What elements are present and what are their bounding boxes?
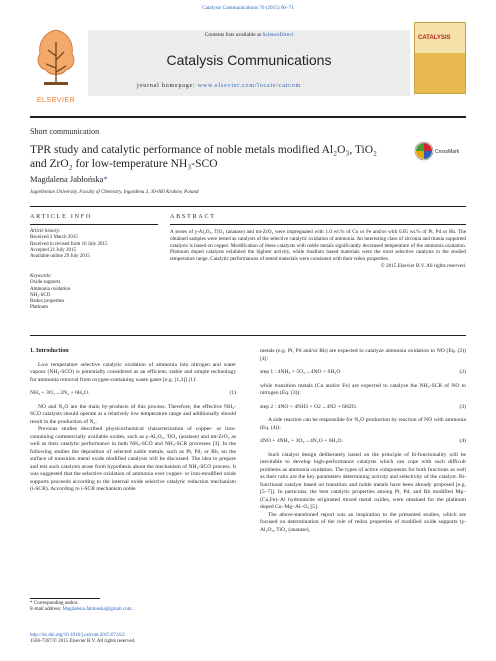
abstract-rule	[170, 224, 466, 225]
equation-text: step 2 : 4NO + 4NH3 + O2→4N2 + 6H2O.	[260, 403, 358, 410]
keywords-label: Keywords:	[30, 274, 52, 279]
equation-4	[260, 438, 466, 446]
header-rule	[30, 116, 466, 118]
article-history	[30, 229, 158, 260]
keyword: Redox properties	[30, 299, 65, 305]
history-item: Accepted 21 July 2015	[30, 247, 76, 253]
right-column	[260, 348, 466, 534]
paragraph: metals (e.g. Pt, Pd and/or Rh) are expected to catalyze ammonia oxidation to NO (Eq. (2)) [4]:	[260, 348, 466, 362]
masthead	[30, 22, 466, 106]
journal-cover[interactable]	[414, 22, 466, 94]
equation-2	[260, 369, 466, 377]
keyword: NH₃-SCO	[30, 292, 51, 298]
history-item: Received in revised form 16 July 2015	[30, 241, 108, 247]
email-link[interactable]: Magdalena.Jablonska@gmail.com	[62, 607, 132, 613]
footnote	[30, 601, 236, 614]
paragraph: NO and N₂O are the main by-products of this process. Therefore, the effective NH₃-SCO catalysts should operate at a relatively low temperature range and additionally should result in the production of N₂.	[30, 403, 236, 425]
affiliation: Jagiellonian University, Faculty of Chemistry, Ingardena 3, 30-060 Kraków, Poland	[30, 190, 199, 195]
email-end: .	[131, 607, 133, 613]
equation-1	[30, 390, 236, 398]
paragraph: while transition metals (Cu and/or Fe) are expected to catalyze the NH₃-SCR of NO to nitrogen (Eq. (3)):	[260, 382, 466, 396]
corresponding-author-mark[interactable]: *	[103, 174, 108, 184]
info-top-rule	[30, 206, 466, 207]
contents-prefix: Contents lists available at	[204, 32, 263, 38]
equation-number: (3)	[459, 403, 466, 410]
footnote-rule	[30, 598, 100, 599]
keyword: Oxide supports	[30, 280, 61, 286]
history-label: Article history:	[30, 229, 61, 234]
paragraph: Previous studies described physicochemical characterization of copper- or iron-containing commercially available oxides, such as γ-Al₂O₃, TiO₂ (anatase) and mt-ZrO₂ as well as their catalytic performance in both NH₃-SCO and NH₃-SCR processes [3]. In the following studies the deposition of selected noble metals, such as Pt, Pd, or Rh, on the surface of transition metal oxide modified catalysts will be discussed. The idea to prepare and test such catalysts arose from hypothesis about the mechanism of NH₃-SCO process. It was suggested that the selective oxidation of ammonia over copper- or iron-modified oxide supports proceeds according to the internal oxide selective catalytic reduction mechanism (i-SCR). According to i-SCR mechanism noble	[30, 426, 236, 492]
keywords	[30, 274, 158, 312]
history-item: Received 2 March 2015	[30, 235, 78, 241]
sciencedirect-link[interactable]: ScienceDirect	[262, 32, 294, 38]
crossmark-icon	[414, 139, 462, 165]
doi-link[interactable]: http://dx.doi.org/10.1016/j.catcom.2015.07.012	[30, 633, 125, 638]
paragraph: Low temperature selective catalytic oxidation of ammonia into nitrogen and water vapour (NH₃-SCO) is potentially considered as an efficient, stable and simple technology for ammonia removal from oxygen-containing waste gases [e.g. [1,2]] (1):	[30, 361, 236, 383]
equation-text: NH₃ + 3O₂→2N₂ + 6H₂O.	[30, 390, 90, 396]
history-item: Available online 29 July 2015	[30, 254, 90, 260]
journal-reference[interactable]: Catalysis Communications 70 (2015) 66–71	[202, 5, 294, 11]
article-info-rule	[30, 224, 158, 225]
abstract-copyright: © 2015 Elsevier B.V. All rights reserved.	[380, 262, 466, 269]
email-line	[30, 607, 236, 613]
publisher-name: ELSEVIER	[36, 97, 76, 104]
section-heading: 1. Introduction	[30, 348, 69, 354]
paragraph: The above-mentioned report was an inspiration to the presented studies, which are focused on determination of the role of redox properties of modified oxide supports (γ-Al₂O₃, TiO₂ (anatase),	[260, 511, 466, 533]
equation-number: (2)	[459, 369, 466, 375]
keyword: Platinum	[30, 305, 49, 311]
paragraph: A side reaction can be responsible for N₂O production by reaction of NO with ammonia (Eq. (4)):	[260, 417, 466, 431]
author-name[interactable]: Magdalena Jabłońska	[30, 174, 104, 184]
doi-block	[30, 633, 135, 646]
corresponding-author-note: * Corresponding author.	[30, 601, 79, 606]
email-label: E-mail address:	[30, 607, 63, 613]
elsevier-tree-icon	[30, 22, 82, 92]
homepage-prefix: journal homepage:	[137, 83, 198, 89]
abstract-heading: ABSTRACT	[170, 214, 216, 220]
body-top-rule	[30, 335, 466, 336]
cover-title: CATALYSIS	[418, 35, 451, 41]
paragraph: Such catalyst design deliberately based on the principle of bi-functionality will be inevitable to develop high-performance catalysts which can cope with such difficult problems as ammonia oxidation. The types of active components for both functions as well as their ratio are the key parameters determining activity and selectivity of the catalyst. Bi-functional catalyst based on transition and noble metals have been already proposed [e.g. [5–7]]. In particular, the best catalytic properties among Pt, Pd, and Rh modified Mg–(Cu,Fe)–Al hydrotalcite originated mixed metal oxides, were obtained for the platinum doped Cu–Mg–Al–Oₓ [5].	[260, 451, 466, 510]
elsevier-logo[interactable]	[30, 22, 82, 106]
equation-3	[260, 404, 466, 412]
journal-title: Catalysis Communications	[166, 52, 332, 68]
crossmark-label: CrossMark	[435, 149, 460, 155]
abstract-body	[170, 229, 466, 270]
homepage-line	[58, 83, 380, 89]
left-column	[30, 348, 236, 494]
author-line	[30, 174, 108, 184]
keyword: Ammonia oxidation	[30, 286, 71, 292]
issn-line: 1566-7367/© 2015 Elsevier B.V. All rights reserved.	[30, 639, 136, 645]
article-title: TPR study and catalytic performance of noble metals modified Al₂O₃, TiO₂ and ZrO₂ for low-temperature NH₃-SCO	[30, 144, 378, 170]
abstract-text: A series of γ-Al₂O₃, TiO₂ (anatase) and mt-ZrO₂ were impregnated with 1.0 wt.% of Cu or Fe and/or with 0.05 wt.% of Pt, Pd or Rh. The obtained samples were tested as catalysts of the selective catalytic oxidation of ammonia. An interesting class of zirconia and titania supported catalysts is based on copper. Modification of these catalysts with noble metals significantly decreased temperature of the ammonia oxidation. Platinum doped catalysts exhibited the highest activity, while rhodium based materials were the most selective catalysts in the studied temperature range. Catalytic performances of tested materials were consistent with their redox properties.	[170, 229, 466, 263]
equation-text: step 1 : 4NH₃ + 5O₂→4NO + 6H₂O	[260, 369, 341, 375]
contents-line	[88, 32, 410, 38]
article-type: Short communication	[30, 127, 100, 136]
equation-number: (1)	[229, 390, 236, 396]
crossmark-button[interactable]	[414, 139, 462, 165]
cover-band	[415, 53, 465, 93]
article-info-heading: ARTICLE INFO	[30, 214, 93, 220]
equation-text: 4NO + 4NH₃ + 3O₂→4N₂O + 6H₂O.	[260, 438, 343, 444]
equation-number: (4)	[459, 438, 466, 444]
homepage-link[interactable]: www.elsevier.com/locate/catcom	[197, 83, 301, 89]
